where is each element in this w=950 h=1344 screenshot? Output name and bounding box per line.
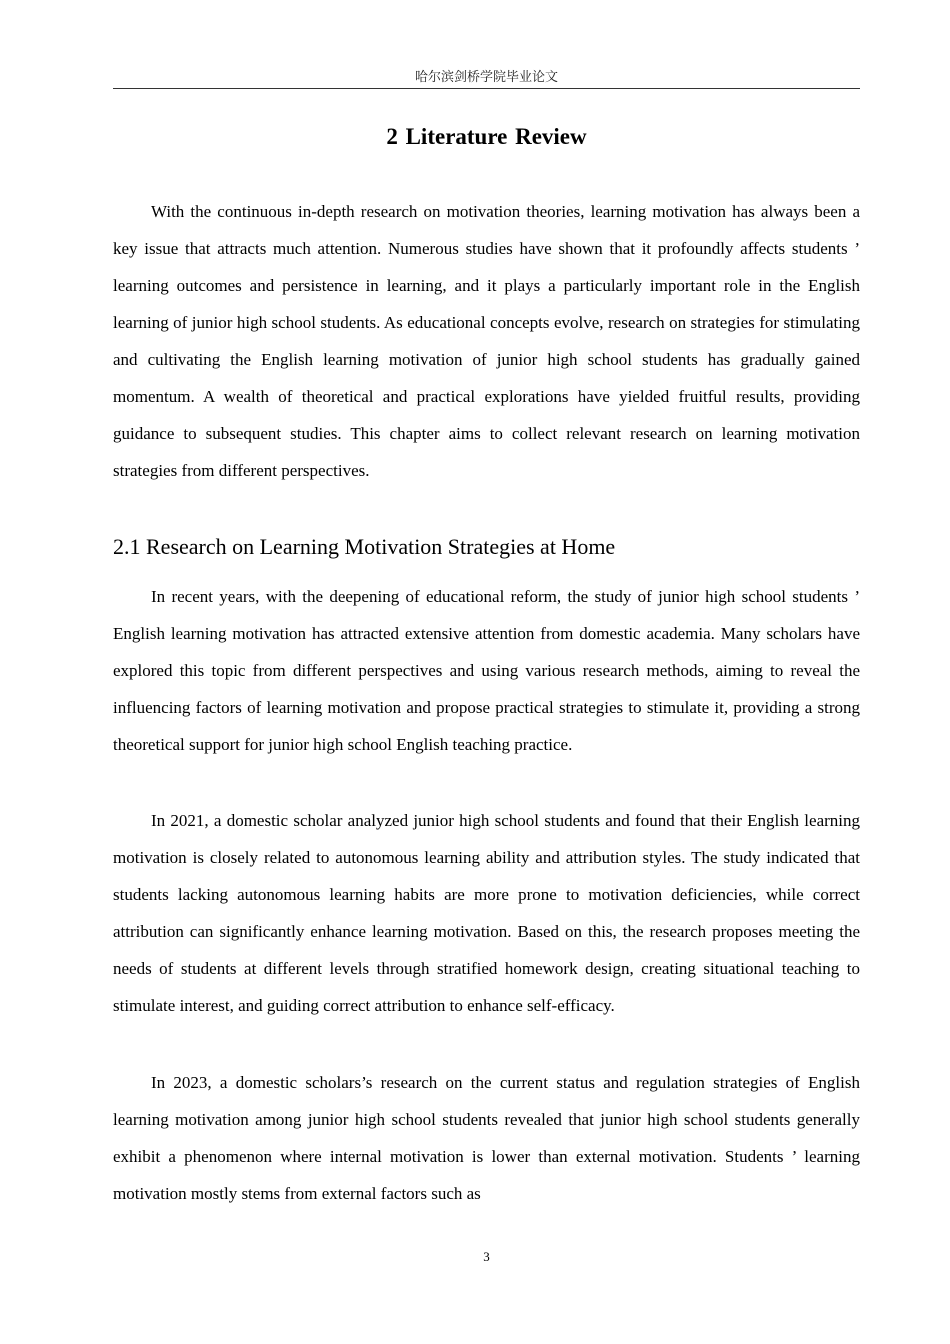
- chapter-title: 2 Literature Review: [386, 124, 587, 149]
- page-number: 3: [483, 1249, 490, 1264]
- paragraph-domestic-overview: In recent years, with the deepening of educational reform, the study of junior high school students ’ English learning motivation has attracted extensive attention from domestic academia. Many scholars have explored this topic from different perspectives and using various research methods, aiming to reveal the influencing factors of learning motivation and propose practical strategies to stimulate it, providing a strong theoretical support for junior high school English teaching practice.: [113, 587, 860, 754]
- section-title: 2.1 Research on Learning Motivation Strategies at Home: [113, 534, 616, 559]
- header-rule: [113, 88, 860, 89]
- paragraph-2023-study: In 2023, a domestic scholars’s research on the current status and regulation strategies of English learning motivation among junior high school students revealed that junior high school students generally exhibit a phenomenon where internal motivation is lower than external motivation. Students ’ learning motivation mostly stems from external factors such as: [113, 1073, 860, 1203]
- paragraph-intro: With the continuous in-depth research on motivation theories, learning motivation has always been a key issue that attracts much attention. Numerous studies have shown that it profoundly affects students ’ learning outcomes and persistence in learning, and it plays a particularly important role in the English learning of junior high school students. As educational concepts evolve, research on strategies for stimulating and cultivating the English learning motivation of junior high school students has gradually gained momentum. A wealth of theoretical and practical explorations have yielded fruitful results, providing guidance to subsequent studies. This chapter aims to collect relevant research on learning motivation strategies from different perspectives.: [113, 202, 860, 480]
- running-header: 哈尔滨剑桥学院毕业论文: [414, 70, 558, 85]
- paragraph-2021-study: In 2021, a domestic scholar analyzed junior high school students and found that their English learning motivation is closely related to autonomous learning ability and attribution styles. The study indicated that students lacking autonomous learning habits are more prone to motivation deficiencies, while correct attribution can significantly enhance learning motivation. Based on this, the research proposes meeting the needs of students at different levels through stratified homework design, creating situational teaching to stimulate interest, and guiding correct attribution to enhance self-efficacy.: [113, 811, 860, 1015]
